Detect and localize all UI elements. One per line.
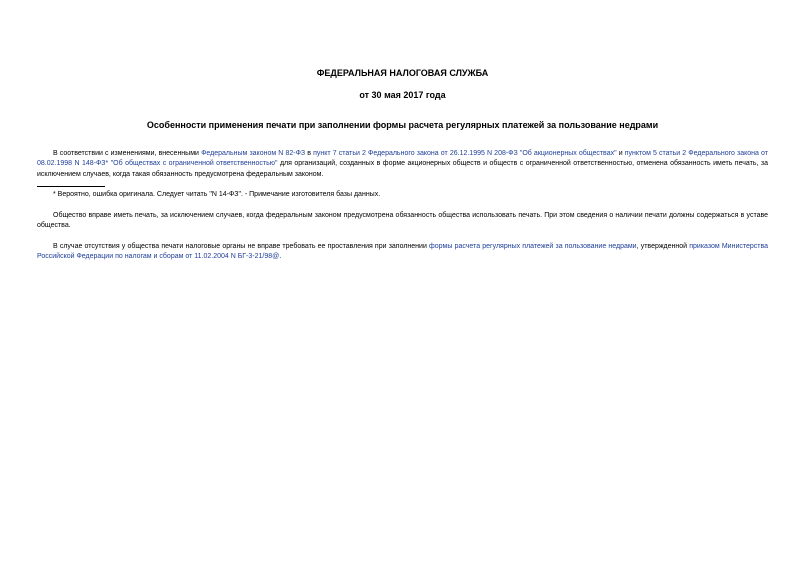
joint-stock-law-link[interactable]: пункт 7 статьи 2 Федерального закона от 26.12.1995 N 208-ФЗ "Об акционерных обществах" (313, 150, 617, 157)
paragraph-text: , утвержденной (636, 243, 690, 250)
organization-heading: ФЕДЕРАЛЬНАЯ НАЛОГОВАЯ СЛУЖБА (316, 68, 489, 78)
footnote-divider (37, 186, 105, 187)
document-date: от 30 мая 2017 года (359, 90, 446, 100)
paragraph-legal-changes (37, 149, 768, 180)
paragraph-text: для организаций, созданных в форме акционерных обществ и обществ с ограниченной ответственностью, отменена обязанность иметь печать, за исключением случаев, когда такая обязанность предусмотрена федеральным законом. (37, 160, 768, 178)
federal-law-82-link[interactable]: Федеральным законом N 82-ФЗ (201, 150, 306, 157)
payment-form-link[interactable]: формы расчета регулярных платежей за пользование недрами (429, 243, 637, 250)
llc-law-link[interactable]: пунктом 5 статьи 2 Федерального закона от 08.02.1998 N 148-ФЗ* "Об обществах с ограниченной ответственностью" (37, 150, 768, 168)
ministry-order-link[interactable]: приказом Министерства Российской Федерации по налогам и сборам от 11.02.2004 N БГ-3-21/98@ (37, 243, 769, 261)
footnote: * Вероятно, ошибка оригинала. Следует читать "N 14-ФЗ". - Примечание изготовителя базы данных. (53, 191, 381, 198)
paragraph-text: В случае отсутствия у общества печати налоговые органы не вправе требовать ее проставления при заполнении (53, 243, 430, 250)
paragraph-text: В соответствии с изменениями, внесенными (53, 150, 202, 157)
document-title: Особенности применения печати при заполнении формы расчета регулярных платежей за пользование недрами (146, 120, 659, 130)
paragraph-tax-authority (37, 242, 768, 263)
paragraph-text: . (279, 253, 282, 261)
paragraph-text: в (305, 150, 314, 157)
paragraph-text: и (616, 150, 625, 157)
paragraph-seal-right: Общество вправе иметь печать, за исключением случаев, когда федеральным законом предусмотрена обязанность общества использовать печать. При этом сведения о наличии печати должны содержаться в уставе общества. (37, 212, 768, 230)
